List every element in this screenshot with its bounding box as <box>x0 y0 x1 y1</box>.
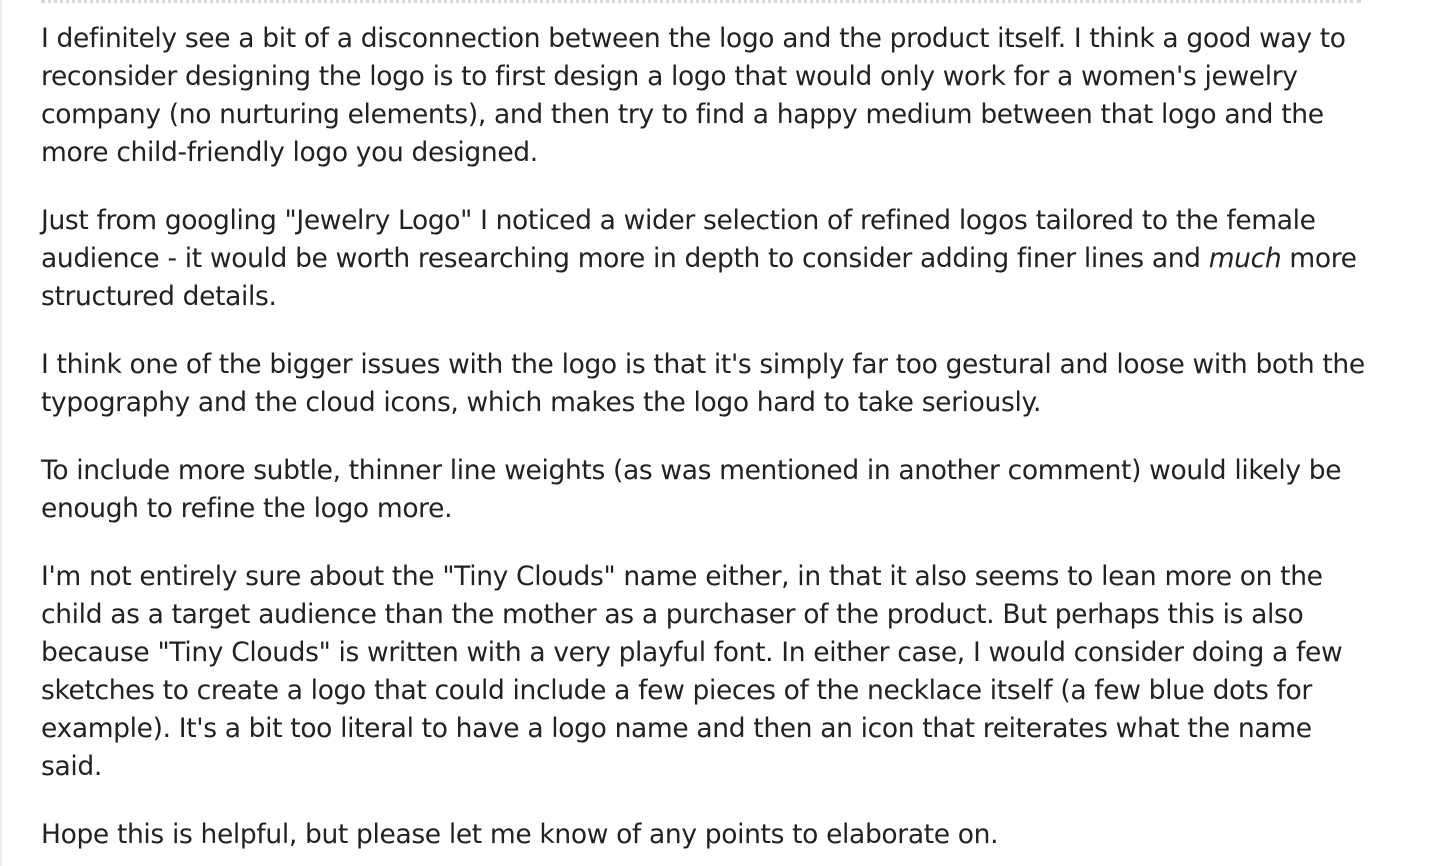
comment-paragraph-5: I'm not entirely sure about the "Tiny Clouds" name either, in that it also seems to lean more on the child as a target audience than the mother as a purchaser of the product. But perhaps this is also because "Tiny Clouds" is written with a very playful font. In either case, I would consider doing a few sketches to create a logo that could include a few pieces of the necklace itself (a few blue dots for example). It's a bit too literal to have a logo name and then an icon that reiterates what the name said. <box>41 561 1343 782</box>
comment-paragraph-4: To include more subtle, thinner line weights (as was mentioned in another comment) would likely be enough to refine the logo more. <box>41 455 1342 524</box>
comment-paragraph-6: Hope this is helpful, but please let me know of any points to elaborate on. <box>41 819 999 850</box>
thread-indent-line <box>0 0 2 866</box>
paragraph-2-text-start: Just from googling "Jewelry Logo" I noticed a wider selection of refined logos tailored to the female audience - it would be worth researching more in depth to consider adding finer lines and <box>41 205 1316 274</box>
comment-paragraph-1: I definitely see a bit of a disconnection between the logo and the product itself. I think a good way to reconsider designing the logo is to first design a logo that would only work for a women's jewelry company (no nurturing elements), and then try to find a happy medium between that logo and the more child-friendly logo you designed. <box>41 23 1346 168</box>
dotted-divider <box>41 0 1361 3</box>
comment-paragraph-3: I think one of the bigger issues with the logo is that it's simply far too gestural and loose with both the typography and the cloud icons, which makes the logo hard to take seriously. <box>41 349 1365 418</box>
paragraph-2-text-end: more structured details. <box>41 243 1357 312</box>
comment-body <box>41 20 1371 866</box>
emphasized-word: much <box>1208 243 1282 274</box>
comment-paragraph-2 <box>41 202 1371 316</box>
